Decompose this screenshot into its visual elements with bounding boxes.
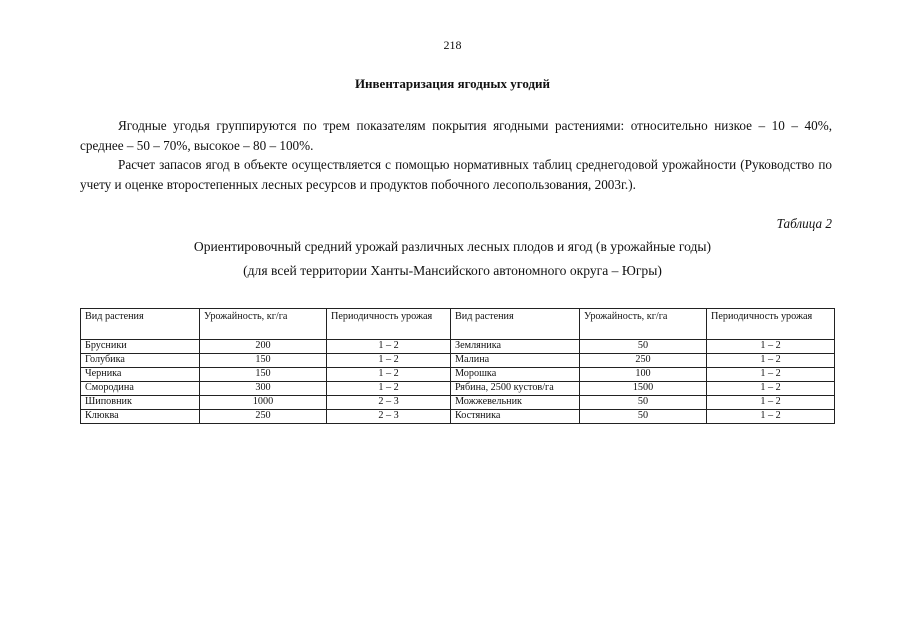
paragraph-berry-grouping: Ягодные угодья группируются по трем показателям покрытия ягодными растениями: относительно низкое – 10 – 40%, среднее – 50 – 70%, высокое – 80 – 100%. [80, 118, 832, 153]
page-number: 218 [443, 38, 462, 52]
periodicity-cell: 1 – 2 [327, 382, 451, 396]
yield-cell: 250 [580, 354, 707, 368]
header-periodicity: Периодичность урожая [707, 309, 835, 340]
periodicity-cell: 1 – 2 [327, 354, 451, 368]
plant-name-cell: Малина [451, 354, 580, 368]
table-label: Таблица 2 [776, 216, 832, 231]
header-plant-type: Вид растения [81, 309, 200, 340]
yield-cell: 1500 [580, 382, 707, 396]
yield-cell: 300 [200, 382, 327, 396]
yield-cell: 150 [200, 354, 327, 368]
plant-name-cell: Морошка [451, 368, 580, 382]
periodicity-cell: 1 – 2 [707, 382, 835, 396]
document-title: Инвентаризация ягодных угодий [354, 76, 551, 91]
yield-cell: 100 [580, 368, 707, 382]
plant-name-cell: Костяника [451, 410, 580, 424]
periodicity-cell: 1 – 2 [707, 354, 835, 368]
table-caption-line-1: Ориентировочный средний урожай различных лесных плодов и ягод (в урожайные годы) [193, 239, 712, 254]
plant-name-cell: Клюква [81, 410, 200, 424]
plant-name-cell: Рябина, 2500 кустов/га [451, 382, 580, 396]
table-caption-line-2: (для всей территории Ханты-Мансийского автономного округа – Югры) [243, 263, 662, 278]
plant-name-cell: Можжевельник [451, 396, 580, 410]
periodicity-cell: 1 – 2 [327, 340, 451, 354]
plant-name-cell: Земляника [451, 340, 580, 354]
yield-cell: 1000 [200, 396, 327, 410]
periodicity-cell: 1 – 2 [327, 368, 451, 382]
plant-name-cell: Голубика [81, 354, 200, 368]
periodicity-cell: 1 – 2 [707, 340, 835, 354]
header-yield: Урожайность, кг/га [580, 309, 707, 340]
table-row [81, 368, 835, 382]
header-plant-type: Вид растения [451, 309, 580, 340]
yield-cell: 200 [200, 340, 327, 354]
header-periodicity: Периодичность урожая [327, 309, 451, 340]
periodicity-cell: 2 – 3 [327, 396, 451, 410]
periodicity-cell: 2 – 3 [327, 410, 451, 424]
header-yield: Урожайность, кг/га [200, 309, 327, 340]
plant-name-cell: Смородина [81, 382, 200, 396]
yield-cell: 150 [200, 368, 327, 382]
table-row [81, 396, 835, 410]
yield-cell: 250 [200, 410, 327, 424]
plant-name-cell: Черника [81, 368, 200, 382]
periodicity-cell: 1 – 2 [707, 410, 835, 424]
table-row [81, 410, 835, 424]
yield-cell: 50 [580, 340, 707, 354]
table-header-row [81, 309, 835, 340]
yield-cell: 50 [580, 396, 707, 410]
periodicity-cell: 1 – 2 [707, 396, 835, 410]
table-row [81, 354, 835, 368]
yield-table [80, 308, 835, 424]
plant-name-cell: Шиповник [81, 396, 200, 410]
table-row [81, 382, 835, 396]
plant-name-cell: Брусники [81, 340, 200, 354]
paragraph-yield-calculation: Расчет запасов ягод в объекте осуществляется с помощью нормативных таблиц среднегодовой урожайности (Руководство по учету и оценке второстепенных лесных ресурсов и продуктов побочного лесопользования, 2003г.). [80, 157, 832, 192]
periodicity-cell: 1 – 2 [707, 368, 835, 382]
yield-cell: 50 [580, 410, 707, 424]
table-row [81, 340, 835, 354]
